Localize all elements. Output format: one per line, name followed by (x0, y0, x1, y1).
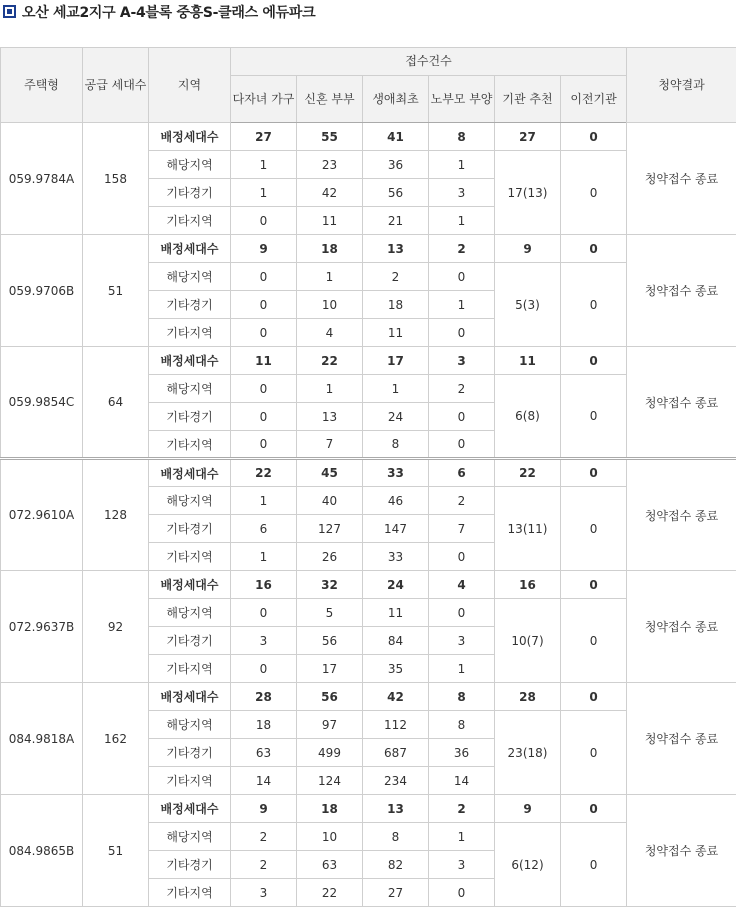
cell-newlywed: 124 (297, 767, 363, 795)
cell-relocation-total: 0 (561, 263, 627, 347)
cell-relocation-total: 0 (561, 375, 627, 459)
cell-institution: 22 (495, 459, 561, 487)
cell-institution-total: 6(12) (495, 823, 561, 907)
cell-newlywed: 17 (297, 655, 363, 683)
cell-first-time: 24 (363, 571, 429, 599)
cell-region: 해당지역 (149, 823, 231, 851)
cell-elderly: 0 (429, 431, 495, 459)
cell-newlywed: 127 (297, 515, 363, 543)
cell-newlywed: 1 (297, 263, 363, 291)
cell-multi-child: 16 (231, 571, 297, 599)
cell-institution: 16 (495, 571, 561, 599)
cell-first-time: 33 (363, 543, 429, 571)
cell-institution-total: 6(8) (495, 375, 561, 459)
cell-region: 배정세대수 (149, 123, 231, 151)
cell-elderly: 2 (429, 487, 495, 515)
cell-region: 배정세대수 (149, 683, 231, 711)
cell-type: 072.9610A (1, 459, 83, 571)
cell-elderly: 4 (429, 571, 495, 599)
cell-elderly: 8 (429, 123, 495, 151)
header-type: 주택형 (1, 48, 83, 123)
cell-elderly: 0 (429, 543, 495, 571)
cell-elderly: 0 (429, 879, 495, 907)
cell-result: 청약접수 종료 (627, 347, 736, 459)
cell-institution: 11 (495, 347, 561, 375)
page-header (0, 0, 736, 24)
cell-result: 청약접수 종료 (627, 571, 736, 683)
cell-elderly: 2 (429, 235, 495, 263)
cell-elderly: 1 (429, 291, 495, 319)
table-row-allocation (1, 123, 736, 151)
table-row-allocation (1, 347, 736, 375)
cell-institution-total: 17(13) (495, 151, 561, 235)
cell-elderly: 14 (429, 767, 495, 795)
cell-relocation-total: 0 (561, 487, 627, 571)
cell-elderly: 8 (429, 711, 495, 739)
cell-multi-child: 2 (231, 851, 297, 879)
cell-multi-child: 3 (231, 879, 297, 907)
cell-multi-child: 0 (231, 599, 297, 627)
header-result: 청약결과 (627, 48, 736, 123)
table-row-allocation (1, 459, 736, 487)
cell-institution: 27 (495, 123, 561, 151)
cell-elderly: 3 (429, 347, 495, 375)
cell-elderly: 2 (429, 795, 495, 823)
cell-region: 기타경기 (149, 851, 231, 879)
cell-institution-total: 23(18) (495, 711, 561, 795)
cell-multi-child: 6 (231, 515, 297, 543)
cell-multi-child: 0 (231, 319, 297, 347)
cell-multi-child: 63 (231, 739, 297, 767)
cell-first-time: 35 (363, 655, 429, 683)
cell-relocation: 0 (561, 123, 627, 151)
subscription-table (0, 47, 736, 907)
cell-first-time: 112 (363, 711, 429, 739)
cell-result: 청약접수 종료 (627, 795, 736, 907)
cell-region: 기타경기 (149, 403, 231, 431)
cell-newlywed: 32 (297, 571, 363, 599)
cell-multi-child: 1 (231, 487, 297, 515)
header-elderly: 노부모 부양 (429, 76, 495, 123)
cell-newlywed: 7 (297, 431, 363, 459)
cell-institution-total: 5(3) (495, 263, 561, 347)
cell-newlywed: 4 (297, 319, 363, 347)
cell-first-time: 2 (363, 263, 429, 291)
cell-relocation-total: 0 (561, 599, 627, 683)
cell-elderly: 2 (429, 375, 495, 403)
cell-elderly: 36 (429, 739, 495, 767)
cell-first-time: 84 (363, 627, 429, 655)
cell-multi-child: 0 (231, 291, 297, 319)
page-title: 오산 세교2지구 A-4블록 중흥S-클래스 에듀파크 (22, 5, 316, 21)
cell-newlywed: 1 (297, 375, 363, 403)
cell-elderly: 3 (429, 851, 495, 879)
header-first-time: 생애최초 (363, 76, 429, 123)
table-row-allocation (1, 235, 736, 263)
cell-multi-child: 9 (231, 795, 297, 823)
cell-result: 청약접수 종료 (627, 683, 736, 795)
cell-newlywed: 56 (297, 683, 363, 711)
cell-relocation-total: 0 (561, 711, 627, 795)
cell-first-time: 1 (363, 375, 429, 403)
cell-newlywed: 22 (297, 347, 363, 375)
cell-elderly: 0 (429, 263, 495, 291)
cell-region: 기타지역 (149, 207, 231, 235)
cell-first-time: 24 (363, 403, 429, 431)
table-row-allocation (1, 795, 736, 823)
header-supply: 공급 세대수 (83, 48, 149, 123)
cell-region: 기타경기 (149, 291, 231, 319)
cell-multi-child: 22 (231, 459, 297, 487)
cell-type: 059.9784A (1, 123, 83, 235)
cell-region: 해당지역 (149, 263, 231, 291)
table-row-allocation (1, 683, 736, 711)
cell-first-time: 46 (363, 487, 429, 515)
cell-institution: 9 (495, 795, 561, 823)
cell-newlywed: 45 (297, 459, 363, 487)
cell-elderly: 3 (429, 179, 495, 207)
header-institution: 기관 추천 (495, 76, 561, 123)
cell-relocation-total: 0 (561, 151, 627, 235)
cell-result: 청약접수 종료 (627, 235, 736, 347)
cell-region: 기타지역 (149, 543, 231, 571)
cell-elderly: 1 (429, 207, 495, 235)
header-region: 지역 (149, 48, 231, 123)
cell-relocation: 0 (561, 795, 627, 823)
cell-relocation: 0 (561, 347, 627, 375)
square-bullet-icon (3, 5, 16, 18)
cell-newlywed: 55 (297, 123, 363, 151)
cell-multi-child: 1 (231, 179, 297, 207)
cell-first-time: 11 (363, 319, 429, 347)
cell-newlywed: 18 (297, 235, 363, 263)
cell-first-time: 21 (363, 207, 429, 235)
cell-region: 기타지역 (149, 431, 231, 459)
cell-multi-child: 1 (231, 543, 297, 571)
cell-newlywed: 42 (297, 179, 363, 207)
cell-multi-child: 3 (231, 627, 297, 655)
cell-newlywed: 40 (297, 487, 363, 515)
cell-institution-total: 10(7) (495, 599, 561, 683)
cell-multi-child: 1 (231, 151, 297, 179)
cell-newlywed: 10 (297, 291, 363, 319)
cell-region: 기타경기 (149, 627, 231, 655)
cell-region: 기타지역 (149, 655, 231, 683)
cell-first-time: 27 (363, 879, 429, 907)
cell-first-time: 18 (363, 291, 429, 319)
cell-multi-child: 0 (231, 403, 297, 431)
cell-relocation: 0 (561, 235, 627, 263)
cell-elderly: 8 (429, 683, 495, 711)
cell-newlywed: 10 (297, 823, 363, 851)
header-count-group: 접수건수 (231, 48, 627, 76)
cell-first-time: 82 (363, 851, 429, 879)
table-row-allocation (1, 571, 736, 599)
cell-elderly: 1 (429, 655, 495, 683)
cell-multi-child: 0 (231, 431, 297, 459)
cell-multi-child: 27 (231, 123, 297, 151)
cell-region: 해당지역 (149, 711, 231, 739)
cell-newlywed: 56 (297, 627, 363, 655)
cell-first-time: 11 (363, 599, 429, 627)
cell-multi-child: 28 (231, 683, 297, 711)
cell-first-time: 17 (363, 347, 429, 375)
cell-region: 해당지역 (149, 375, 231, 403)
cell-first-time: 41 (363, 123, 429, 151)
cell-region: 해당지역 (149, 151, 231, 179)
cell-supply: 162 (83, 683, 149, 795)
cell-newlywed: 5 (297, 599, 363, 627)
cell-first-time: 33 (363, 459, 429, 487)
cell-supply: 92 (83, 571, 149, 683)
cell-multi-child: 0 (231, 207, 297, 235)
cell-region: 배정세대수 (149, 571, 231, 599)
cell-multi-child: 18 (231, 711, 297, 739)
cell-newlywed: 63 (297, 851, 363, 879)
cell-first-time: 8 (363, 431, 429, 459)
cell-type: 059.9854C (1, 347, 83, 459)
cell-elderly: 6 (429, 459, 495, 487)
cell-type: 084.9818A (1, 683, 83, 795)
cell-region: 해당지역 (149, 487, 231, 515)
cell-type: 059.9706B (1, 235, 83, 347)
cell-first-time: 147 (363, 515, 429, 543)
cell-newlywed: 97 (297, 711, 363, 739)
cell-multi-child: 0 (231, 263, 297, 291)
cell-multi-child: 0 (231, 655, 297, 683)
cell-result: 청약접수 종료 (627, 123, 736, 235)
cell-elderly: 0 (429, 403, 495, 431)
cell-region: 기타경기 (149, 739, 231, 767)
cell-elderly: 0 (429, 599, 495, 627)
cell-first-time: 42 (363, 683, 429, 711)
cell-newlywed: 11 (297, 207, 363, 235)
cell-multi-child: 11 (231, 347, 297, 375)
cell-multi-child: 2 (231, 823, 297, 851)
cell-region: 기타경기 (149, 515, 231, 543)
cell-region: 기타지역 (149, 767, 231, 795)
cell-region: 해당지역 (149, 599, 231, 627)
cell-newlywed: 18 (297, 795, 363, 823)
cell-multi-child: 0 (231, 375, 297, 403)
cell-region: 배정세대수 (149, 235, 231, 263)
table-header (1, 48, 736, 123)
cell-supply: 128 (83, 459, 149, 571)
cell-institution-total: 13(11) (495, 487, 561, 571)
cell-institution: 9 (495, 235, 561, 263)
cell-first-time: 234 (363, 767, 429, 795)
cell-supply: 158 (83, 123, 149, 235)
cell-region: 배정세대수 (149, 347, 231, 375)
cell-elderly: 3 (429, 627, 495, 655)
cell-relocation: 0 (561, 683, 627, 711)
cell-elderly: 0 (429, 319, 495, 347)
cell-type: 084.9865B (1, 795, 83, 907)
cell-region: 배정세대수 (149, 795, 231, 823)
cell-region: 기타지역 (149, 319, 231, 347)
cell-first-time: 36 (363, 151, 429, 179)
header-newlywed: 신혼 부부 (297, 76, 363, 123)
header-relocation: 이전기관 (561, 76, 627, 123)
header-multi-child: 다자녀 가구 (231, 76, 297, 123)
table-body (1, 123, 736, 907)
cell-newlywed: 22 (297, 879, 363, 907)
cell-supply: 51 (83, 235, 149, 347)
cell-relocation-total: 0 (561, 823, 627, 907)
cell-type: 072.9637B (1, 571, 83, 683)
cell-relocation: 0 (561, 571, 627, 599)
cell-institution: 28 (495, 683, 561, 711)
cell-first-time: 13 (363, 795, 429, 823)
cell-supply: 51 (83, 795, 149, 907)
cell-supply: 64 (83, 347, 149, 459)
cell-region: 기타경기 (149, 179, 231, 207)
cell-first-time: 13 (363, 235, 429, 263)
cell-elderly: 1 (429, 823, 495, 851)
cell-first-time: 56 (363, 179, 429, 207)
cell-multi-child: 9 (231, 235, 297, 263)
cell-first-time: 687 (363, 739, 429, 767)
cell-relocation: 0 (561, 459, 627, 487)
cell-newlywed: 23 (297, 151, 363, 179)
cell-result: 청약접수 종료 (627, 459, 736, 571)
cell-newlywed: 13 (297, 403, 363, 431)
cell-newlywed: 26 (297, 543, 363, 571)
cell-elderly: 7 (429, 515, 495, 543)
cell-first-time: 8 (363, 823, 429, 851)
cell-elderly: 1 (429, 151, 495, 179)
cell-multi-child: 14 (231, 767, 297, 795)
cell-region: 배정세대수 (149, 459, 231, 487)
cell-newlywed: 499 (297, 739, 363, 767)
cell-region: 기타지역 (149, 879, 231, 907)
